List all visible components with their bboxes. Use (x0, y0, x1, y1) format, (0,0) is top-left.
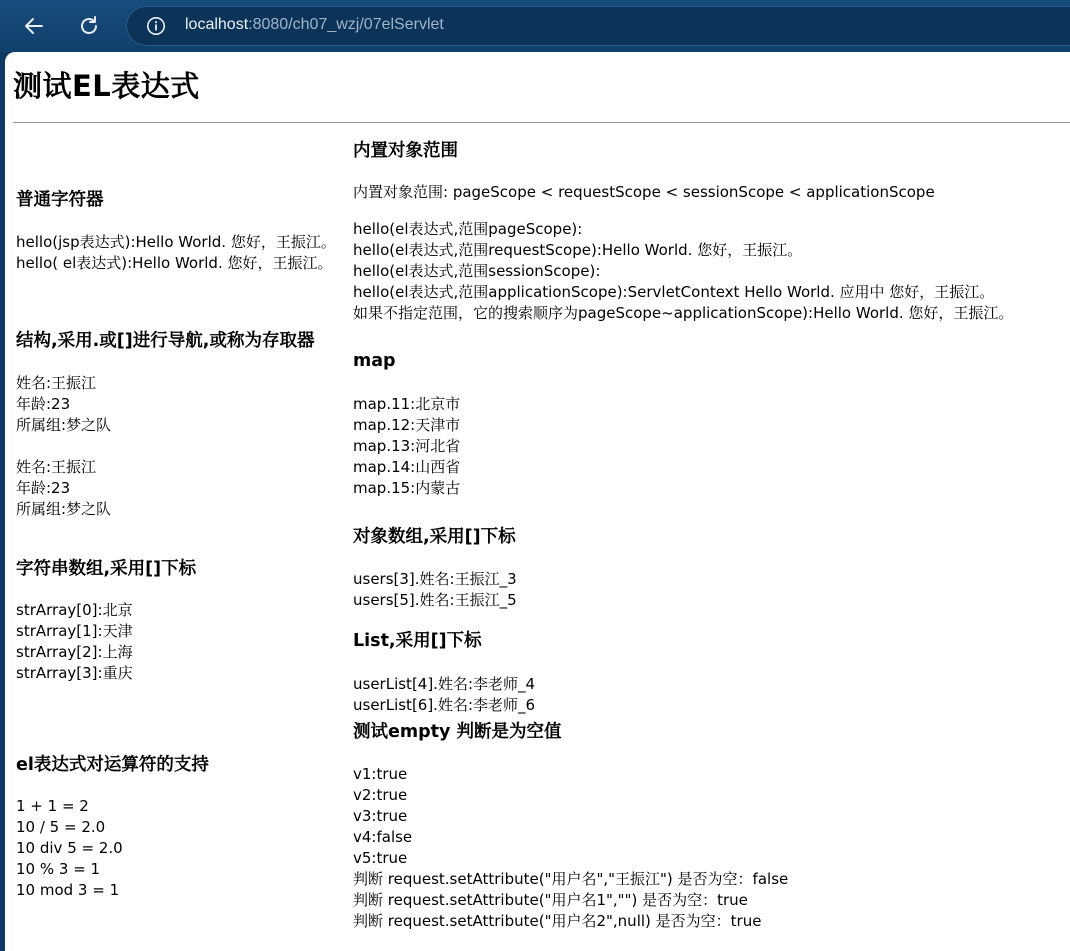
url-text[interactable] (185, 16, 444, 34)
text-line: 1 + 1 = 2 (16, 797, 89, 815)
section-heading-empty: 测试empty 判断是为空值 (353, 722, 562, 742)
text-line: strArray[1]:天津 (16, 622, 133, 640)
text-line: v4:false (353, 828, 413, 846)
url-host: localhost (185, 16, 249, 33)
text-line: 判断 request.setAttribute("用户名","王振江") 是否为空：false (353, 870, 789, 888)
divider (13, 122, 1070, 123)
text-line: 年龄:23 (16, 395, 71, 413)
reload-button[interactable] (73, 10, 105, 42)
text-line: v1:true (353, 765, 408, 783)
text-line: 所属组:梦之队 (16, 416, 112, 434)
reload-icon (77, 14, 101, 38)
address-bar[interactable] (126, 6, 1070, 46)
text-line: hello( el表达式):Hello World. 您好，王振江。 (16, 254, 333, 272)
text-line: map.13:河北省 (353, 437, 461, 455)
section-heading-strarray: 字符串数组,采用[]下标 (16, 559, 197, 579)
text-line: 如果不指定范围，它的搜索顺序为pageScope~applicationScope):Hello World. 您好，王振江。 (353, 304, 1014, 322)
back-button[interactable] (18, 10, 50, 42)
text-line: 判断 request.setAttribute("用户名2",null) 是否为空：true (353, 912, 762, 930)
text-line: strArray[2]:上海 (16, 643, 133, 661)
text-line: 姓名:王振江 (16, 458, 97, 476)
text-line: map.14:山西省 (353, 458, 461, 476)
info-icon[interactable] (146, 16, 166, 36)
text-line: userList[6].姓名:李老师_6 (353, 696, 536, 714)
text-line: 年龄:23 (16, 479, 71, 497)
section-heading-map: map (353, 351, 396, 371)
text-line: v2:true (353, 786, 408, 804)
text-line: map.15:内蒙古 (353, 479, 461, 497)
text-line: hello(el表达式,范围sessionScope): (353, 262, 601, 280)
text-line: userList[4].姓名:李老师_4 (353, 675, 536, 693)
page-content (5, 52, 1070, 951)
text-line: 内置对象范围: pageScope < requestScope < sessionScope < applicationScope (353, 183, 935, 201)
section-heading-struct: 结构,采用.或[]进行导航,或称为存取器 (16, 331, 315, 351)
text-line: 10 % 3 = 1 (16, 860, 101, 878)
text-line: strArray[3]:重庆 (16, 664, 133, 682)
page-title: 测试EL表达式 (13, 69, 200, 103)
section-heading-scope: 内置对象范围 (353, 141, 458, 161)
arrow-left-icon (22, 14, 46, 38)
text-line: v3:true (353, 807, 408, 825)
section-heading-ops: el表达式对运算符的支持 (16, 755, 209, 775)
text-line: 10 / 5 = 2.0 (16, 818, 106, 836)
url-path: :8080/ch07_wzj/07elServlet (248, 16, 444, 33)
text-line: 10 mod 3 = 1 (16, 881, 120, 899)
section-heading-objarray: 对象数组,采用[]下标 (353, 527, 516, 547)
text-line: users[3].姓名:王振江_3 (353, 570, 517, 588)
text-line: 所属组:梦之队 (16, 500, 112, 518)
text-line: strArray[0]:北京 (16, 601, 133, 619)
text-line: hello(jsp表达式):Hello World. 您好，王振江。 (16, 233, 336, 251)
section-heading-list: List,采用[]下标 (353, 631, 482, 651)
text-line: hello(el表达式,范围applicationScope):ServletContext Hello World. 应用中 您好，王振江。 (353, 283, 995, 301)
text-line: v5:true (353, 849, 408, 867)
section-heading-normal: 普通字符器 (16, 190, 104, 210)
browser-toolbar (0, 0, 1070, 52)
text-line: hello(el表达式,范围requestScope):Hello World. 您好，王振江。 (353, 241, 803, 259)
text-line: map.12:天津市 (353, 416, 461, 434)
text-line: map.11:北京市 (353, 395, 461, 413)
text-line: hello(el表达式,范围pageScope): (353, 220, 583, 238)
text-line: 判断 request.setAttribute("用户名1","") 是否为空：true (353, 891, 748, 909)
text-line: users[5].姓名:王振江_5 (353, 591, 517, 609)
text-line: 10 div 5 = 2.0 (16, 839, 123, 857)
text-line: 姓名:王振江 (16, 374, 97, 392)
